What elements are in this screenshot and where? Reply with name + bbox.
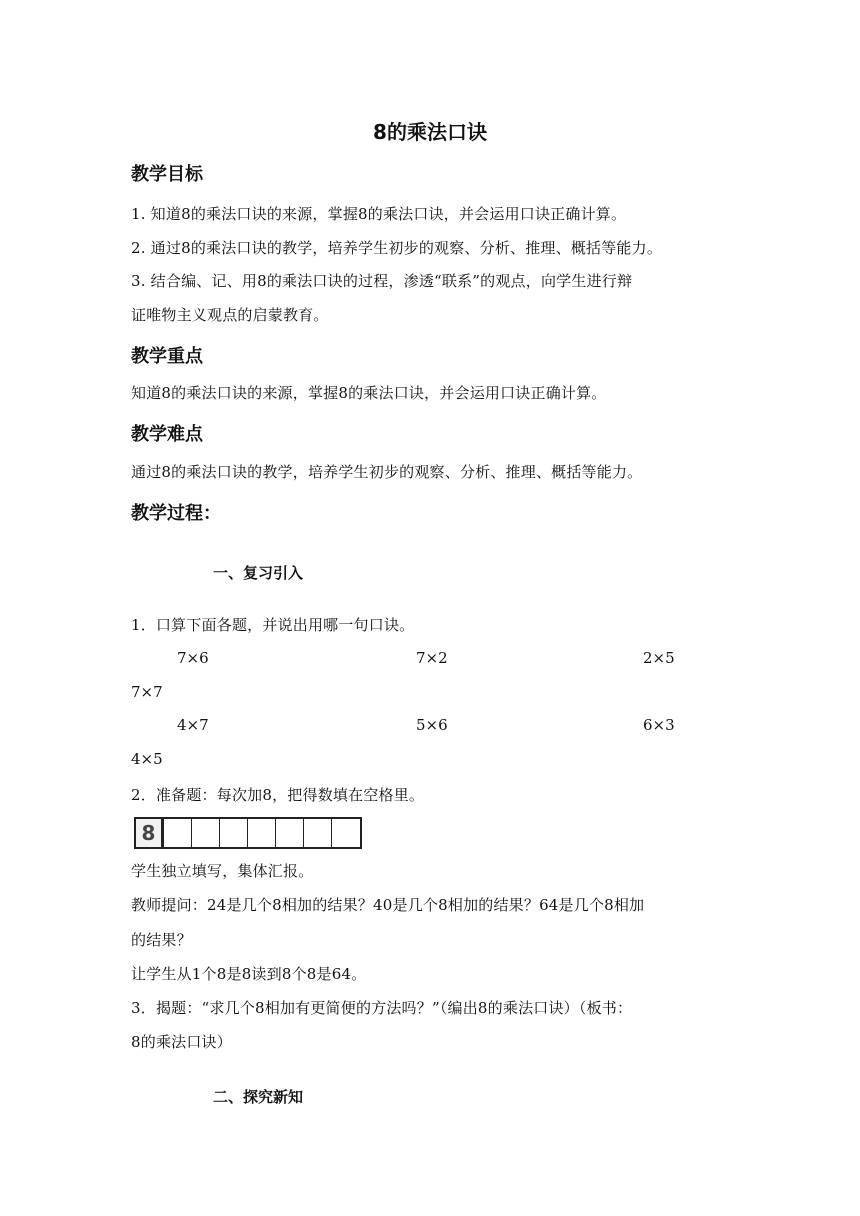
expr-r2-3: 6×3	[643, 716, 675, 734]
teacher-question-line-2: 的结果？	[131, 931, 192, 949]
reading-instruction: 让学生从1个8是8读到8个8是64。	[131, 965, 367, 983]
expr-r1-2: 7×2	[416, 649, 448, 667]
expr-r2-1: 4×7	[177, 716, 209, 734]
grid-cell-blank[interactable]	[304, 819, 332, 847]
expr-r2-2: 5×6	[416, 716, 448, 734]
difficulties-text: 通过8的乘法口诀的教学，培养学生初步的观察、分析、推理、概括等能力。	[131, 463, 643, 481]
objective-item-1: 1. 知道8的乘法口诀的来源，掌握8的乘法口诀，并会运用口诀正确计算。	[131, 205, 627, 223]
expr-r1-4: 7×7	[131, 683, 163, 701]
teacher-question-line-1: 教师提问：24是几个8相加的结果？40是几个8相加的结果？64是几个8相加	[131, 896, 645, 914]
question-3-line-2: 8的乘法口诀）	[131, 1033, 232, 1051]
expr-r2-4: 4×5	[131, 750, 163, 768]
objective-item-3: 3. 结合编、记、用8的乘法口诀的过程，渗透“联系”的观点，向学生进行辩	[131, 272, 633, 290]
after-grid-text: 学生独立填写，集体汇报。	[131, 862, 314, 880]
grid-cell-blank[interactable]	[332, 819, 360, 847]
objectives-heading: 教学目标	[131, 164, 203, 185]
objective-item-2: 2. 通过8的乘法口诀的教学，培养学生初步的观察、分析、推理、概括等能力。	[131, 239, 663, 257]
grid-cell-blank[interactable]	[220, 819, 248, 847]
grid-cell-blank[interactable]	[192, 819, 220, 847]
key-points-heading: 教学重点	[131, 346, 203, 367]
grid-cell-start: 8	[136, 819, 164, 847]
section-review-title: 一、复习引入	[213, 564, 304, 582]
grid-cell-blank[interactable]	[248, 819, 276, 847]
expr-r1-3: 2×5	[643, 649, 675, 667]
difficulties-heading: 教学难点	[131, 424, 203, 445]
process-heading: 教学过程：	[131, 503, 221, 524]
fill-in-grid	[134, 817, 362, 849]
expr-r1-1: 7×6	[177, 649, 209, 667]
grid-cell-blank[interactable]	[276, 819, 304, 847]
question-3-line-1: 3．揭题：“求几个8相加有更简便的方法吗？”（编出8的乘法口诀）（板书：	[131, 999, 633, 1017]
question-2: 2．准备题：每次加8，把得数填在空格里。	[131, 786, 425, 804]
section-explore-title: 二、探究新知	[213, 1088, 304, 1106]
key-points-text: 知道8的乘法口诀的来源，掌握8的乘法口诀，并会运用口诀正确计算。	[131, 384, 607, 402]
objective-item-3-continued: 证唯物主义观点的启蒙教育。	[131, 306, 329, 324]
page-title: 8的乘法口诀	[373, 120, 487, 144]
question-1: 1．口算下面各题，并说出用哪一句口诀。	[131, 616, 415, 634]
grid-cell-blank[interactable]	[164, 819, 192, 847]
